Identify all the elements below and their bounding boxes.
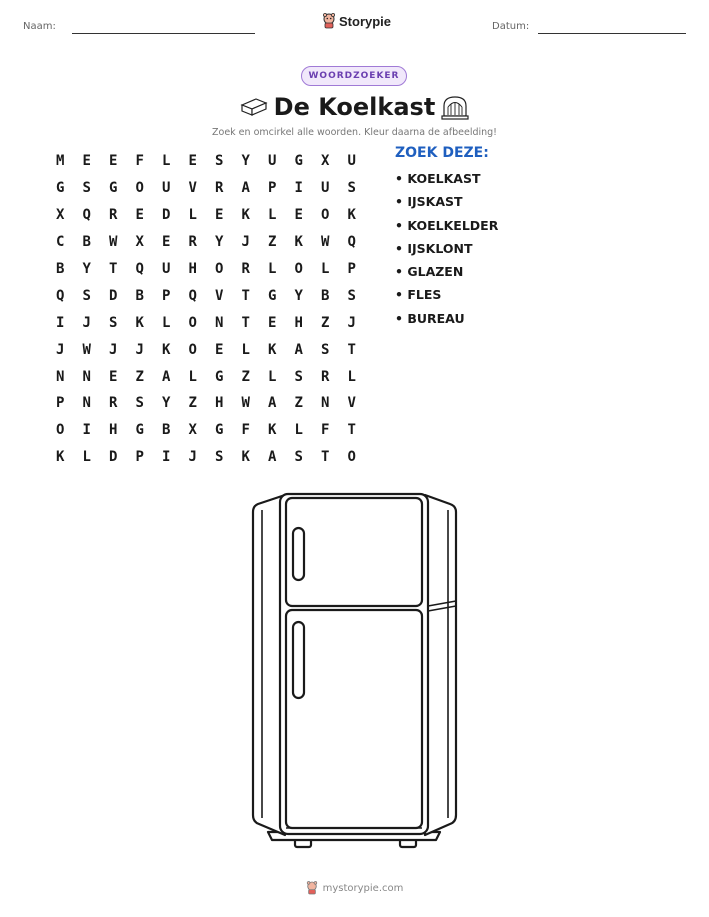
grid-cell[interactable]: I	[162, 449, 171, 466]
grid-cell[interactable]: L	[82, 449, 91, 466]
grid-cell[interactable]: E	[162, 234, 171, 251]
grid-cell[interactable]: J	[56, 341, 65, 358]
grid-cell[interactable]: G	[268, 287, 277, 304]
grid-cell[interactable]: S	[135, 395, 144, 412]
storypie-logo-icon	[322, 13, 336, 29]
grid-cell[interactable]: S	[321, 341, 330, 358]
grid-cell[interactable]: Y	[241, 153, 250, 170]
grid-cell[interactable]: L	[162, 314, 171, 331]
date-label: Datum:	[492, 21, 530, 32]
grid-cell[interactable]: K	[135, 314, 144, 331]
grid-cell[interactable]: W	[321, 234, 330, 251]
grid-cell[interactable]: A	[268, 449, 277, 466]
grid-cell[interactable]: V	[347, 395, 356, 412]
grid-cell[interactable]: J	[82, 314, 91, 331]
grid-cell[interactable]: L	[321, 261, 330, 277]
instructions: Zoek en omcirkel alle woorden. Kleur daarna de afbeelding!	[212, 127, 497, 138]
grid-cell[interactable]: Q	[347, 234, 356, 251]
grid-cell[interactable]: F	[241, 422, 250, 439]
word-list-item: • FLES	[395, 287, 442, 303]
grid-cell[interactable]: E	[268, 314, 277, 331]
grid-cell[interactable]: N	[321, 395, 330, 412]
grid-cell[interactable]: E	[82, 153, 91, 170]
word-list-item: • KOELKELDER	[395, 217, 499, 233]
grid-cell[interactable]: P	[162, 287, 171, 304]
grid-row	[47, 363, 365, 390]
grid-cell[interactable]: Y	[82, 261, 91, 277]
grid-cell[interactable]: N	[56, 368, 65, 385]
grid-cell[interactable]: X	[56, 207, 65, 224]
grid-cell[interactable]: Z	[188, 395, 197, 412]
grid-cell[interactable]: F	[321, 422, 330, 439]
grid-cell[interactable]: K	[347, 207, 356, 224]
grid-row	[47, 148, 365, 175]
grid-row	[47, 444, 365, 471]
grid-cell[interactable]: Y	[294, 287, 303, 304]
grid-cell[interactable]: M	[56, 153, 65, 170]
grid-cell[interactable]: S	[215, 449, 224, 466]
grid-cell[interactable]: U	[321, 180, 330, 197]
word-list-item: • KOELKAST	[395, 171, 481, 186]
grid-cell[interactable]: I	[82, 422, 91, 439]
grid-cell[interactable]: K	[294, 234, 303, 251]
grid-cell[interactable]: V	[215, 287, 224, 304]
grid-cell[interactable]: T	[241, 287, 250, 304]
grid-cell[interactable]: T	[347, 341, 356, 358]
grid-cell[interactable]: S	[347, 180, 356, 197]
grid-cell[interactable]: T	[321, 449, 330, 466]
grid-cell[interactable]: K	[268, 422, 277, 439]
word-search-grid	[47, 148, 365, 471]
page-title: De Koelkast	[273, 93, 436, 121]
word-list-item: • IJSKAST	[395, 194, 463, 210]
grid-cell[interactable]: J	[241, 234, 250, 251]
grid-cell[interactable]: J	[188, 449, 197, 466]
grid-cell[interactable]: S	[294, 368, 303, 385]
grid-cell[interactable]: N	[215, 314, 224, 331]
grid-cell[interactable]: G	[215, 422, 224, 439]
grid-cell[interactable]: L	[241, 341, 250, 358]
grid-cell[interactable]: T	[241, 314, 250, 331]
grid-cell[interactable]: G	[215, 368, 224, 385]
grid-cell[interactable]: O	[294, 261, 303, 277]
grid-cell[interactable]: Q	[82, 207, 91, 224]
grid-cell[interactable]: Y	[215, 234, 224, 251]
grid-cell[interactable]: Z	[294, 395, 303, 412]
grid-cell[interactable]: Y	[162, 395, 171, 412]
title-row	[0, 93, 709, 121]
grid-cell[interactable]: W	[241, 395, 250, 412]
grid-row	[47, 256, 365, 283]
grid-cell[interactable]: S	[82, 287, 91, 304]
grid-cell[interactable]: L	[294, 422, 303, 439]
grid-cell[interactable]: V	[188, 180, 197, 197]
grid-cell[interactable]: R	[109, 395, 118, 412]
date-line	[538, 33, 686, 34]
word-list	[395, 171, 498, 334]
grid-cell[interactable]: D	[162, 207, 171, 224]
grid-cell[interactable]: S	[347, 287, 356, 304]
grid-cell[interactable]: E	[109, 153, 118, 170]
grid-cell[interactable]: Q	[56, 287, 65, 304]
grid-cell[interactable]: G	[56, 180, 65, 197]
grid-cell[interactable]: L	[188, 207, 197, 224]
word-list-item: • IJSKLONT	[395, 240, 473, 256]
grid-row	[47, 175, 365, 202]
grid-cell[interactable]: R	[188, 234, 197, 251]
grid-row	[47, 202, 365, 229]
grid-cell[interactable]: O	[215, 261, 224, 277]
grid-cell[interactable]: R	[241, 261, 250, 277]
grid-cell[interactable]: T	[347, 422, 356, 439]
grid-cell[interactable]: K	[241, 207, 250, 224]
grid-cell[interactable]: H	[215, 395, 224, 412]
grid-cell[interactable]: E	[294, 207, 303, 224]
grid-cell[interactable]: U	[268, 153, 277, 170]
grid-cell[interactable]: O	[347, 449, 356, 466]
grid-cell[interactable]: X	[188, 422, 197, 439]
grid-cell[interactable]: O	[56, 422, 65, 439]
grid-row	[47, 282, 365, 309]
grid-cell[interactable]: O	[321, 207, 330, 224]
grid-cell[interactable]: K	[241, 449, 250, 466]
grid-cell[interactable]: S	[82, 180, 91, 197]
grid-cell[interactable]: A	[241, 180, 250, 197]
grid-cell[interactable]: Z	[135, 368, 144, 385]
grid-cell[interactable]: Q	[135, 261, 144, 277]
grid-cell[interactable]: B	[321, 287, 330, 304]
grid-cell[interactable]: J	[135, 341, 144, 358]
grid-cell[interactable]: J	[347, 314, 356, 331]
grid-cell[interactable]: X	[321, 153, 330, 170]
grid-cell[interactable]: P	[268, 180, 277, 197]
grid-cell[interactable]: N	[82, 395, 91, 412]
grid-cell[interactable]: W	[109, 234, 118, 251]
grid-cell[interactable]: P	[56, 395, 65, 412]
grid-row	[47, 390, 365, 417]
grid-cell[interactable]: H	[294, 314, 303, 331]
grid-cell[interactable]: G	[135, 422, 144, 439]
word-list-item: • BUREAU	[395, 310, 465, 326]
grid-cell[interactable]: L	[268, 261, 277, 277]
grid-cell[interactable]: B	[56, 261, 65, 277]
cheese-dome-icon	[440, 94, 470, 120]
grid-cell[interactable]: P	[347, 261, 356, 277]
grid-cell[interactable]: R	[109, 207, 118, 224]
grid-cell[interactable]: O	[188, 341, 197, 358]
storypie-logo-icon	[306, 881, 318, 895]
grid-cell[interactable]: W	[82, 341, 91, 358]
grid-cell[interactable]: A	[162, 368, 171, 385]
grid-cell[interactable]: G	[109, 180, 118, 197]
grid-cell[interactable]: C	[56, 234, 65, 251]
grid-cell[interactable]: E	[109, 368, 118, 385]
grid-cell[interactable]: Z	[241, 368, 250, 385]
grid-cell[interactable]: H	[188, 261, 197, 277]
grid-cell[interactable]: N	[82, 368, 91, 385]
grid-cell[interactable]: O	[188, 314, 197, 331]
butter-block-icon	[239, 95, 269, 117]
grid-cell[interactable]: E	[135, 207, 144, 224]
grid-cell[interactable]: K	[162, 341, 171, 358]
footer	[0, 881, 709, 895]
category-badge: WOORDZOEKER	[301, 66, 407, 86]
grid-cell[interactable]: L	[268, 368, 277, 385]
grid-cell[interactable]: U	[162, 180, 171, 197]
grid-cell[interactable]: H	[109, 422, 118, 439]
footer-url[interactable]: mystorypie.com	[322, 882, 404, 894]
grid-cell[interactable]: U	[347, 153, 356, 170]
grid-cell[interactable]: E	[215, 341, 224, 358]
grid-cell[interactable]: Z	[268, 234, 277, 251]
grid-cell[interactable]: L	[268, 207, 277, 224]
grid-cell[interactable]: X	[135, 234, 144, 251]
grid-cell[interactable]: A	[268, 395, 277, 412]
grid-cell[interactable]: L	[162, 153, 171, 170]
grid-cell[interactable]: K	[56, 449, 65, 466]
grid-cell[interactable]: O	[135, 180, 144, 197]
grid-cell[interactable]: J	[109, 341, 118, 358]
grid-cell[interactable]: I	[294, 180, 303, 197]
grid-cell[interactable]: L	[188, 368, 197, 385]
refrigerator-illustration[interactable]	[250, 490, 460, 855]
grid-cell[interactable]: E	[215, 207, 224, 224]
grid-cell[interactable]: B	[135, 287, 144, 304]
grid-cell[interactable]: A	[294, 341, 303, 358]
grid-cell[interactable]: B	[82, 234, 91, 251]
grid-cell[interactable]: B	[162, 422, 171, 439]
brand-logo	[322, 13, 391, 29]
grid-cell[interactable]: D	[109, 287, 118, 304]
grid-cell[interactable]: E	[188, 153, 197, 170]
grid-cell[interactable]: S	[109, 314, 118, 331]
grid-cell[interactable]: T	[109, 261, 118, 277]
brand-name: Storypie	[339, 13, 392, 29]
grid-row	[47, 309, 365, 336]
grid-cell[interactable]: K	[268, 341, 277, 358]
grid-cell[interactable]: S	[215, 153, 224, 170]
word-list-title: ZOEK DEZE:	[395, 145, 489, 161]
grid-cell[interactable]: Z	[321, 314, 330, 331]
grid-cell[interactable]: P	[135, 449, 144, 466]
grid-cell[interactable]: Q	[188, 287, 197, 304]
grid-cell[interactable]: U	[162, 261, 171, 277]
name-label: Naam:	[23, 21, 56, 32]
grid-row	[47, 229, 365, 256]
grid-cell[interactable]: F	[135, 153, 144, 170]
name-line	[72, 33, 255, 34]
grid-cell[interactable]: D	[109, 449, 118, 466]
grid-cell[interactable]: G	[294, 153, 303, 170]
word-list-item: • GLAZEN	[395, 264, 464, 280]
grid-cell[interactable]: R	[321, 368, 330, 385]
grid-cell[interactable]: R	[215, 180, 224, 197]
grid-cell[interactable]: S	[294, 449, 303, 466]
grid-row	[47, 336, 365, 363]
grid-row	[47, 417, 365, 444]
grid-cell[interactable]: I	[56, 314, 65, 331]
grid-cell[interactable]: L	[347, 368, 356, 385]
